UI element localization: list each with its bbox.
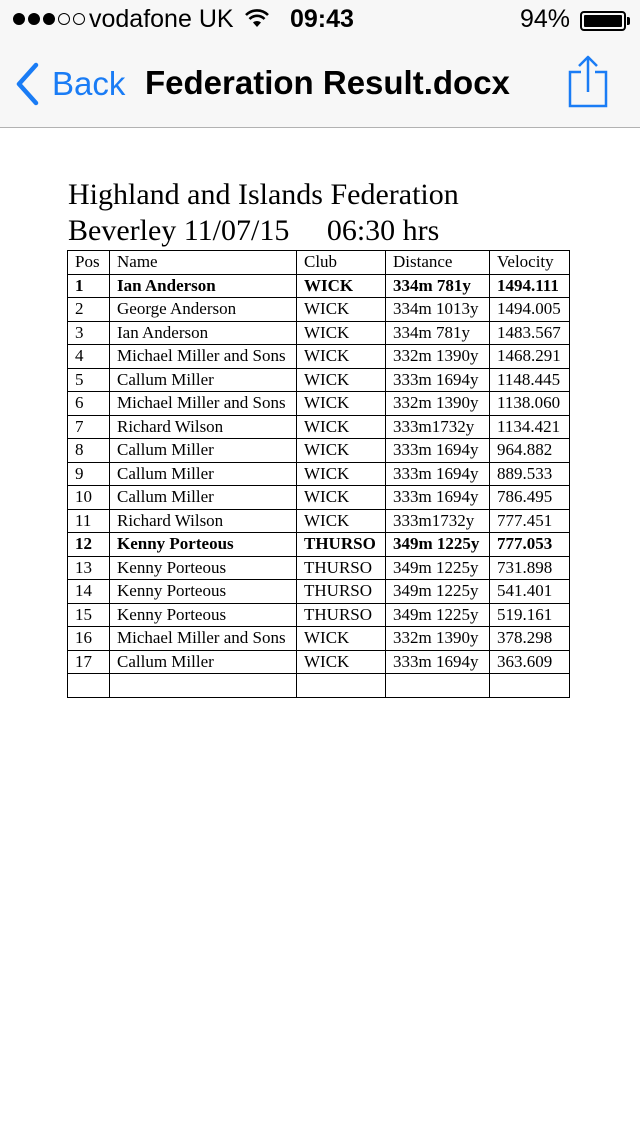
cell-name: George Anderson [110,298,297,322]
table-row [68,368,570,392]
heading-race-details: Beverley 11/07/15 06:30 hrs [68,214,440,247]
cell-name: Ian Anderson [110,274,297,298]
table-row [68,345,570,369]
cell-club: THURSO [297,556,386,580]
table-row [68,556,570,580]
cell-distance: 349m 1225y [386,533,490,557]
share-icon [566,54,610,110]
cell-pos: 13 [68,556,110,580]
cell-club [297,674,386,698]
cell-distance: 333m 1694y [386,439,490,463]
header-club: Club [297,251,386,275]
cell-pos: 2 [68,298,110,322]
signal-strength-icon [13,13,85,25]
document-viewer[interactable] [0,128,640,1136]
share-button[interactable] [566,54,610,110]
cell-name: Kenny Porteous [110,580,297,604]
battery-percentage: 94% [520,5,571,33]
back-button-label: Back [52,65,126,102]
table-header-row [68,251,570,275]
cell-name: Kenny Porteous [110,533,297,557]
cell-name: Callum Miller [110,462,297,486]
cell-club: WICK [297,321,386,345]
table-row [68,462,570,486]
cell-pos: 12 [68,533,110,557]
heading-federation: Highland and Islands Federation [68,178,459,211]
table-row [68,415,570,439]
cell-name: Michael Miller and Sons [110,392,297,416]
cell-distance: 334m 781y [386,321,490,345]
cell-distance [386,674,490,698]
cell-name: Callum Miller [110,650,297,674]
table-row [68,486,570,510]
cell-name: Kenny Porteous [110,556,297,580]
cell-club: WICK [297,392,386,416]
header-name: Name [110,251,297,275]
cell-name: Kenny Porteous [110,603,297,627]
cell-name: Richard Wilson [110,509,297,533]
cell-club: WICK [297,298,386,322]
cell-velocity: 786.495 [490,486,570,510]
cell-pos: 5 [68,368,110,392]
table-row [68,509,570,533]
cell-club: WICK [297,509,386,533]
document-title: Federation Result.docx [145,64,510,101]
cell-velocity: 777.451 [490,509,570,533]
status-bar [0,0,640,40]
cell-pos: 15 [68,603,110,627]
cell-club: WICK [297,439,386,463]
cell-distance: 333m 1694y [386,368,490,392]
cell-name: Michael Miller and Sons [110,345,297,369]
cell-velocity: 777.053 [490,533,570,557]
cell-club: WICK [297,368,386,392]
cell-pos: 3 [68,321,110,345]
table-row [68,298,570,322]
table-row [68,627,570,651]
cell-name: Richard Wilson [110,415,297,439]
cell-distance: 333m 1694y [386,462,490,486]
cell-club: WICK [297,415,386,439]
table-row [68,674,570,698]
cell-club: WICK [297,650,386,674]
cell-pos: 7 [68,415,110,439]
cell-velocity: 1468.291 [490,345,570,369]
header-pos: Pos [68,251,110,275]
cell-distance: 333m1732y [386,415,490,439]
cell-velocity: 378.298 [490,627,570,651]
navigation-bar [0,40,640,128]
battery-icon [580,11,626,31]
cell-velocity: 1483.567 [490,321,570,345]
cell-club: WICK [297,345,386,369]
cell-pos: 17 [68,650,110,674]
table-row [68,392,570,416]
table-row [68,650,570,674]
cell-velocity: 1148.445 [490,368,570,392]
table-row [68,321,570,345]
table-row [68,533,570,557]
cell-pos [68,674,110,698]
cell-pos: 14 [68,580,110,604]
cell-distance: 334m 1013y [386,298,490,322]
cell-name: Ian Anderson [110,321,297,345]
cell-velocity: 1134.421 [490,415,570,439]
cell-pos: 4 [68,345,110,369]
cell-club: WICK [297,627,386,651]
table-row [68,274,570,298]
cell-velocity: 964.882 [490,439,570,463]
header-velocity: Velocity [490,251,570,275]
cell-distance: 334m 781y [386,274,490,298]
cell-name: Callum Miller [110,439,297,463]
table-row [68,603,570,627]
cell-pos: 11 [68,509,110,533]
cell-velocity: 1494.111 [490,274,570,298]
cell-pos: 9 [68,462,110,486]
cell-name: Callum Miller [110,368,297,392]
carrier-name: vodafone UK [89,5,234,33]
cell-distance: 333m 1694y [386,650,490,674]
results-table [67,250,570,698]
cell-distance: 349m 1225y [386,603,490,627]
cell-velocity: 1494.005 [490,298,570,322]
wifi-icon [244,9,270,34]
table-row [68,580,570,604]
cell-club: THURSO [297,603,386,627]
back-button[interactable] [14,60,125,108]
header-distance: Distance [386,251,490,275]
cell-club: WICK [297,486,386,510]
cell-name: Michael Miller and Sons [110,627,297,651]
cell-pos: 6 [68,392,110,416]
cell-club: THURSO [297,580,386,604]
cell-distance: 333m1732y [386,509,490,533]
battery-tip [627,17,630,25]
cell-distance: 333m 1694y [386,486,490,510]
cell-distance: 332m 1390y [386,627,490,651]
cell-club: WICK [297,274,386,298]
cell-velocity: 541.401 [490,580,570,604]
cell-velocity: 519.161 [490,603,570,627]
cell-velocity: 1138.060 [490,392,570,416]
cell-pos: 1 [68,274,110,298]
cell-distance: 349m 1225y [386,556,490,580]
cell-velocity [490,674,570,698]
cell-name [110,674,297,698]
cell-velocity: 889.533 [490,462,570,486]
chevron-left-icon [14,62,40,106]
table-row [68,439,570,463]
cell-pos: 8 [68,439,110,463]
cell-velocity: 363.609 [490,650,570,674]
cell-club: THURSO [297,533,386,557]
results-table-body [68,274,570,697]
cell-pos: 16 [68,627,110,651]
cell-name: Callum Miller [110,486,297,510]
cell-distance: 349m 1225y [386,580,490,604]
clock: 09:43 [290,5,354,33]
cell-pos: 10 [68,486,110,510]
cell-velocity: 731.898 [490,556,570,580]
cell-distance: 332m 1390y [386,345,490,369]
cell-club: WICK [297,462,386,486]
cell-distance: 332m 1390y [386,392,490,416]
